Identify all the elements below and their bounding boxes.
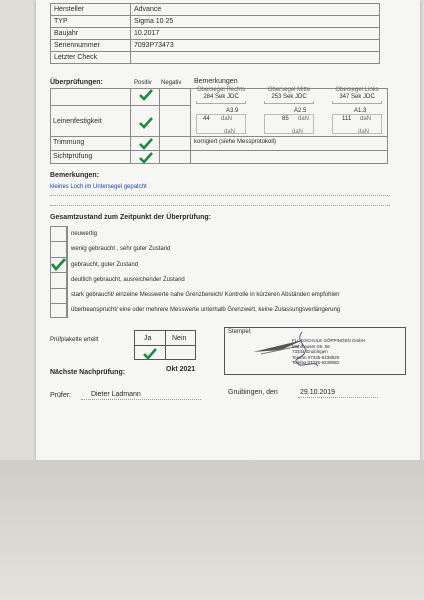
- dan-label-3: daN: [358, 129, 370, 135]
- pruefer-name: Dieter Ladmann: [91, 391, 141, 398]
- stempel-address: FLUGSCHULE GÖPPINGEN GmbH Mühlhauser Str. 56 73344 Gruibingen Telefon 07335-9239820 Telefax 07335-9239850: [292, 338, 366, 365]
- positiv-header: Positiv: [134, 80, 152, 86]
- info-label: Baujahr: [51, 28, 131, 40]
- info-value: [131, 52, 380, 64]
- dan-label-2: daN: [292, 129, 304, 135]
- place-date: 29.10.2019: [300, 389, 336, 396]
- check-icon: [139, 116, 153, 134]
- condition-option: gebraucht, guter Zustand: [71, 262, 139, 268]
- stempel-label: Stempel:: [228, 329, 252, 335]
- table-row: [51, 52, 380, 64]
- row-label-trimmung: Trimmung: [53, 139, 85, 146]
- condition-option: neuwertig: [71, 231, 98, 237]
- info-value: Advance: [131, 4, 380, 16]
- form-sheet: [36, 0, 420, 460]
- info-label: Seriennummer: [51, 40, 131, 52]
- negativ-header: Negativ: [161, 80, 182, 86]
- check-icon: [143, 347, 157, 365]
- info-value: Sigma 10 25: [131, 16, 380, 28]
- pruefer-label: Prüfer:: [50, 392, 72, 399]
- plakette-ja: Ja: [144, 335, 152, 342]
- info-label: TYP: [51, 16, 131, 28]
- plakette-label: Prüfplakette erteilt: [50, 337, 99, 343]
- background-surface: [0, 460, 424, 600]
- info-value: 7093P73473: [131, 40, 380, 52]
- next-check-value: Okt 2021: [166, 366, 196, 373]
- check-icon: [139, 88, 153, 106]
- sail-header-right: Obersegel Rechts 284 Sek JDC: [196, 87, 246, 100]
- condition-title: Gesamtzustand zum Zeitpunkt der Überprüfung:: [50, 214, 212, 221]
- signature-icon: [284, 330, 324, 375]
- next-check-label: Nächste Nachprüfung:: [50, 369, 126, 376]
- bemerkungen-header: Bemerkungen: [194, 78, 238, 85]
- row-label-sichtpruefung: Sichtprüfung: [53, 153, 93, 160]
- line-unit-1: daN: [221, 116, 233, 122]
- check-icon: [51, 258, 66, 276]
- row-label-leinenfestigkeit: Leinenfestigkeit: [53, 118, 102, 125]
- info-label: Letzter Check: [51, 52, 131, 64]
- dan-label-1: daN: [224, 129, 236, 135]
- condition-option: stark gebraucht/ einzelne Messwerte nahe Grenzbereich/ Kontrolle in kürzeren Abständen empfohlen: [71, 292, 340, 298]
- condition-option: überbeansprucht/ eine oder mehrere Messwerte unterhalb Grenzwert, keine Zulassungsverlängerung: [71, 307, 341, 313]
- table-row: [51, 28, 380, 40]
- info-label: Hersteller: [51, 4, 131, 16]
- table-row: [51, 16, 380, 28]
- line-value-a-1: A3.9: [226, 108, 239, 114]
- checks-title: Überprüfungen:: [50, 79, 103, 86]
- line-unit-2: daN: [298, 116, 310, 122]
- line-value-b-2: 85: [282, 116, 289, 122]
- line-value-b-3: 111: [342, 116, 352, 122]
- info-value: 10.2017: [131, 28, 380, 40]
- line-unit-3: daN: [360, 116, 372, 122]
- condition-option: wenig gebraucht , sehr guter Zustand: [71, 246, 171, 252]
- line-value-a-3: A1.3: [354, 108, 367, 114]
- table-row: [51, 4, 380, 16]
- place-text: Gruibingen, den: [228, 389, 278, 396]
- remarks-text: kleines Loch im Untersegel gepatcht: [50, 184, 147, 190]
- condition-option: deutlich gebraucht, ausreichender Zustand: [71, 277, 185, 283]
- table-row: [51, 40, 380, 52]
- info-table: [50, 3, 380, 64]
- trimmung-note: korrigiert (siehe Messprotokoll): [194, 139, 277, 145]
- remarks-title: Bemerkungen:: [50, 172, 100, 179]
- sail-header-middle: Obersegel Mitte 253 Sek JDC: [267, 87, 311, 100]
- line-value-b-1: 44: [203, 116, 210, 122]
- sail-header-left: Obersegel Links 347 Sek JDC: [335, 87, 379, 100]
- check-icon: [139, 151, 153, 169]
- plakette-nein: Nein: [172, 335, 187, 342]
- line-value-a-2: A2.5: [294, 108, 307, 114]
